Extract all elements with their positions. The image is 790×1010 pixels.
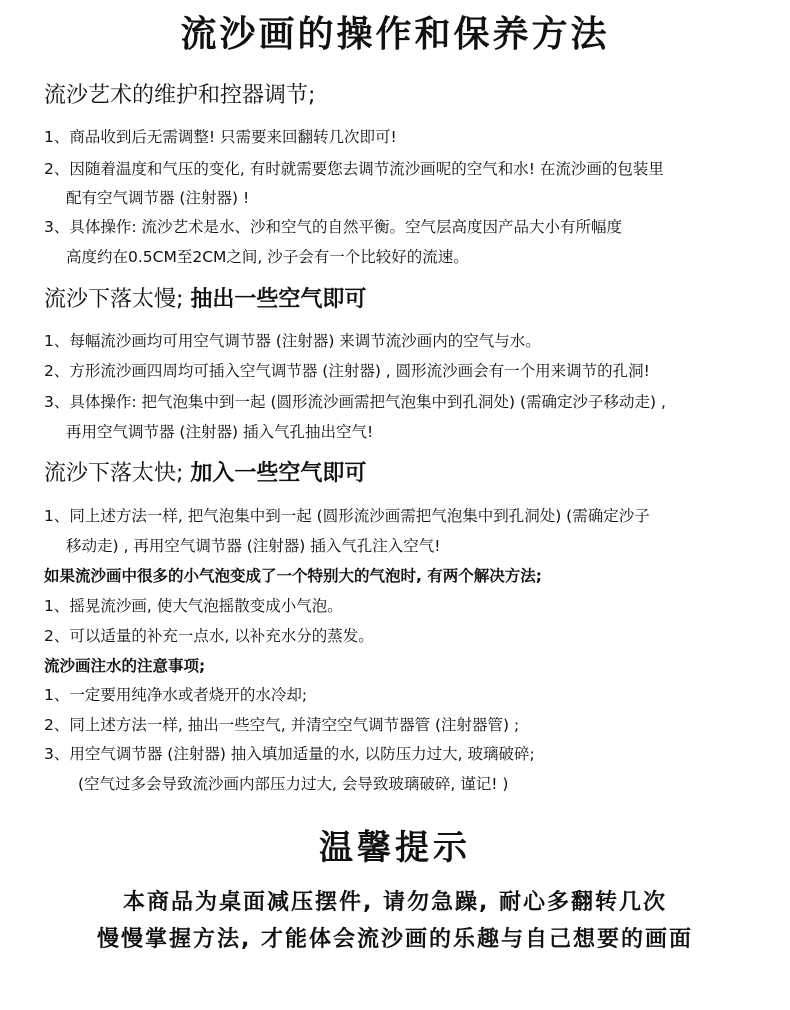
list-item: 2、可以适量的补充一点水, 以补充水分的蒸发。 xyxy=(44,627,374,645)
list-item: 1、商品收到后无需调整! 只需要来回翻转几次即可! xyxy=(44,128,397,146)
section-slow-heading-action: 抽出一些空气即可 xyxy=(190,287,367,312)
list-item-continuation: 移动走) , 再用空气调节器 (注射器) 插入气孔注入空气! xyxy=(66,537,441,555)
list-item: 3、具体操作: 把气泡集中到一起 (圆形流沙画需把气泡集中到孔洞处) (需确定沙子移动走) , xyxy=(44,393,666,411)
page-title: 流沙画的操作和保养方法 xyxy=(180,14,610,55)
list-item: 1、一定要用纯净水或者烧开的水冷却; xyxy=(44,686,308,704)
list-item: 1、摇晃流沙画, 使大气泡摇散变成小气泡。 xyxy=(44,597,343,615)
list-item: 2、方形流沙画四周均可插入空气调节器 (注射器) , 圆形流沙画会有一个用来调节的孔洞! xyxy=(44,362,650,380)
section-slow-heading xyxy=(44,284,366,316)
water-heading: 流沙画注水的注意事项; xyxy=(44,657,206,675)
section-fast-heading xyxy=(44,458,366,490)
list-item: 1、同上述方法一样, 把气泡集中到一起 (圆形流沙画需把气泡集中到孔洞处) (需确定沙子 xyxy=(44,507,650,525)
list-item-continuation: 再用空气调节器 (注射器) 插入气孔抽出空气! xyxy=(66,423,374,441)
section-fast-heading-label: 流沙下落太快; xyxy=(44,461,191,486)
list-item-note: (空气过多会导致流沙画内部压力过大, 会导致玻璃破碎, 谨记! ) xyxy=(78,775,509,793)
list-item-continuation: 配有空气调节器 (注射器) ! xyxy=(66,189,250,207)
bubble-heading: 如果流沙画中很多的小气泡变成了一个特别大的气泡时, 有两个解决方法; xyxy=(44,567,542,585)
section-slow-heading-label: 流沙下落太慢; xyxy=(44,287,191,312)
list-item: 2、因随着温度和气压的变化, 有时就需要您去调节流沙画呢的空气和水! 在流沙画的包装里 xyxy=(44,160,664,178)
list-item-continuation: 高度约在0.5CM至2CM之间, 沙子会有一个比较好的流速。 xyxy=(66,248,469,266)
list-item: 2、同上述方法一样, 抽出一些空气, 并清空空气调节器管 (注射器管) ; xyxy=(44,716,520,734)
list-item: 1、每幅流沙画均可用空气调节器 (注射器) 来调节流沙画内的空气与水。 xyxy=(44,332,541,350)
section-maintenance-heading: 流沙艺术的维护和控器调节; xyxy=(44,83,316,108)
tips-title: 温馨提示 xyxy=(319,828,471,868)
list-item: 3、用空气调节器 (注射器) 抽入填加适量的水, 以防压力过大, 玻璃破碎; xyxy=(44,745,535,763)
tips-line: 慢慢掌握方法, 才能体会流沙画的乐趣与自己想要的画面 xyxy=(96,927,694,952)
list-item: 3、具体操作: 流沙艺术是水、沙和空气的自然平衡。空气层高度因产品大小有所幅度 xyxy=(44,218,623,236)
tips-line: 本商品为桌面减压摆件, 请勿急躁, 耐心多翻转几次 xyxy=(122,890,668,915)
section-fast-heading-action: 加入一些空气即可 xyxy=(190,461,367,486)
